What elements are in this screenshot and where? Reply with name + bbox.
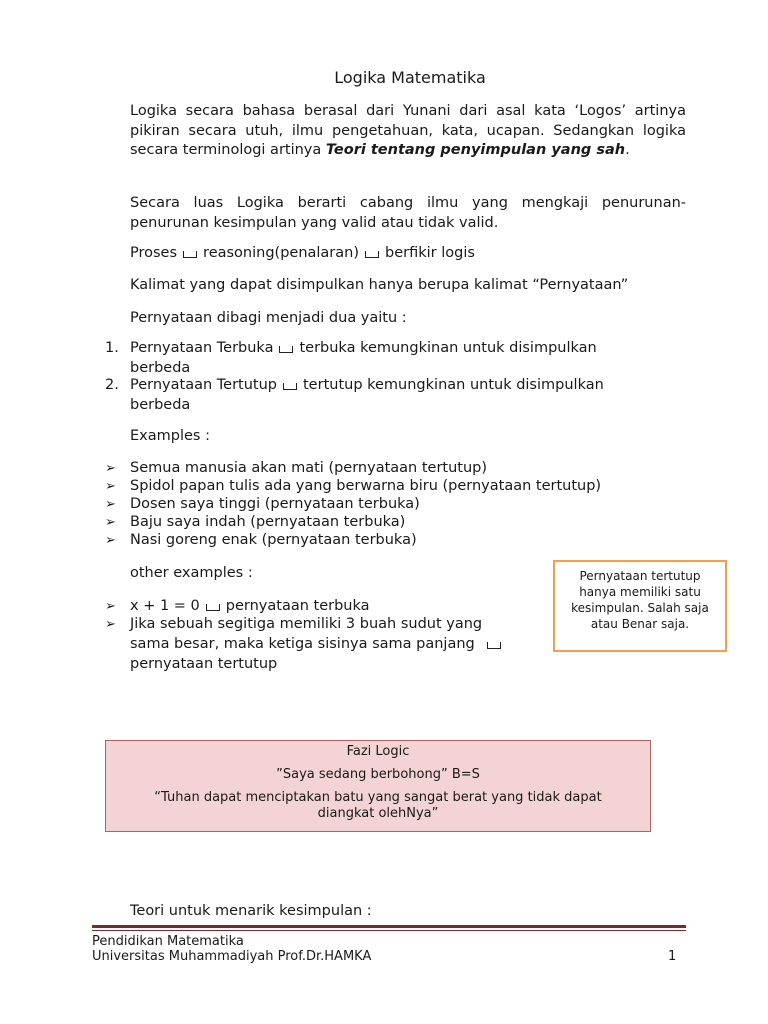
- other-example-2-end: pernyataan tertutup: [130, 656, 278, 672]
- paragraph-broad: Secara luas Logika berarti cabang ilmu yang mengkaji penurunan-penurunan kesimpulan yang valid atau tidak valid.: [130, 195, 686, 231]
- note-line: hanya memiliki satu: [579, 585, 701, 599]
- reasoning-word: reasoning(penalaran): [203, 245, 359, 261]
- bullet-icon: ➢: [105, 515, 116, 530]
- numbered-item-1-cont: berbeda: [130, 360, 191, 376]
- note-line: atau Benar saja.: [590, 617, 690, 631]
- example-item: Semua manusia akan mati (pernyataan tertutup): [130, 460, 488, 476]
- fazi-line-2a: “Tuhan dapat menciptakan batu yang sangat berat yang tidak dapat: [154, 790, 602, 805]
- bullet-icon: ➢: [105, 497, 116, 512]
- example-item: Baju saya indah (pernyataan terbuka): [130, 514, 406, 530]
- implies-icon: [206, 604, 220, 611]
- implies-icon: [283, 383, 297, 390]
- item-term: Pernyataan Tertutup: [130, 377, 277, 393]
- implies-icon: [487, 642, 501, 649]
- paragraph-definition: [130, 102, 686, 161]
- numbered-marker: 2.: [105, 377, 119, 393]
- bullet-icon: ➢: [105, 599, 116, 614]
- footer-department: Pendidikan Matematika: [92, 934, 244, 949]
- proses-word: Proses: [130, 245, 178, 261]
- fazi-line-1: ”Saya sedang berbohong” B=S: [276, 767, 480, 782]
- example-item: Nasi goreng enak (pernyataan terbuka): [130, 532, 417, 548]
- implies-icon: [365, 251, 379, 258]
- other-example-2: Jika sebuah segitiga memiliki 3 buah sudut yang: [130, 616, 483, 632]
- bullet-icon: ➢: [105, 617, 116, 632]
- other-example-1: [130, 598, 370, 614]
- numbered-item-1: [130, 340, 597, 356]
- fazi-title: Fazi Logic: [346, 744, 410, 759]
- fazi-line-2b: diangkat olehNya”: [317, 806, 439, 821]
- teori-line: Teori untuk menarik kesimpulan :: [130, 903, 372, 919]
- equation-type: pernyataan terbuka: [225, 598, 370, 614]
- example-item: Spidol papan tulis ada yang berwarna biru (pernyataan tertutup): [130, 478, 602, 494]
- page-title: Logika Matematika: [334, 68, 486, 87]
- numbered-item-2: [130, 377, 604, 393]
- example-item: Dosen saya tinggi (pernyataan terbuka): [130, 496, 420, 512]
- page-number: 1: [668, 949, 677, 964]
- note-line: kesimpulan. Salah saja: [571, 601, 709, 615]
- numbered-marker: 1.: [105, 340, 119, 356]
- bullet-icon: ➢: [105, 461, 116, 476]
- equation: x + 1 = 0: [130, 598, 200, 614]
- implies-icon: [279, 346, 293, 353]
- numbered-item-2-cont: berbeda: [130, 397, 191, 413]
- proses-line: [130, 245, 475, 261]
- note-line: Pernyataan tertutup: [579, 569, 701, 583]
- fazi-logic-box: [105, 740, 651, 832]
- footer-university: Universitas Muhammadiyah Prof.Dr.HAMKA: [92, 949, 372, 964]
- examples-label: Examples :: [130, 428, 210, 444]
- other-example-2-cont: [130, 636, 507, 652]
- note-box: [553, 560, 727, 652]
- definition-emphasis: Teori tentang penyimpulan yang sah: [325, 142, 626, 158]
- triangle-text: sama besar, maka ketiga sisinya sama panjang: [130, 636, 475, 652]
- bullet-icon: ➢: [105, 533, 116, 548]
- definition-text: Logika secara bahasa berasal dari Yunani dari asal kata ‘Logos’ artinya pikiran secara utuh, ilmu pengetahuan, kata, ucapan. Sedangkan logika secara terminologi artinya: [130, 103, 686, 158]
- dibagi-line: Pernyataan dibagi menjadi dua yaitu :: [130, 310, 407, 326]
- item-desc: tertutup kemungkinan untuk disimpulkan: [303, 377, 604, 393]
- logis-word: berfikir logis: [385, 245, 475, 261]
- kalimat-line: Kalimat yang dapat disimpulkan hanya berupa kalimat “Pernyataan”: [130, 277, 629, 293]
- footer-rule-thin: [92, 930, 686, 931]
- definition-end: .: [625, 142, 630, 158]
- bullet-icon: ➢: [105, 479, 116, 494]
- item-desc: terbuka kemungkinan untuk disimpulkan: [299, 340, 597, 356]
- footer-rule-thick: [92, 925, 686, 928]
- item-term: Pernyataan Terbuka: [130, 340, 274, 356]
- implies-icon: [183, 251, 197, 258]
- other-examples-label: other examples :: [130, 565, 253, 581]
